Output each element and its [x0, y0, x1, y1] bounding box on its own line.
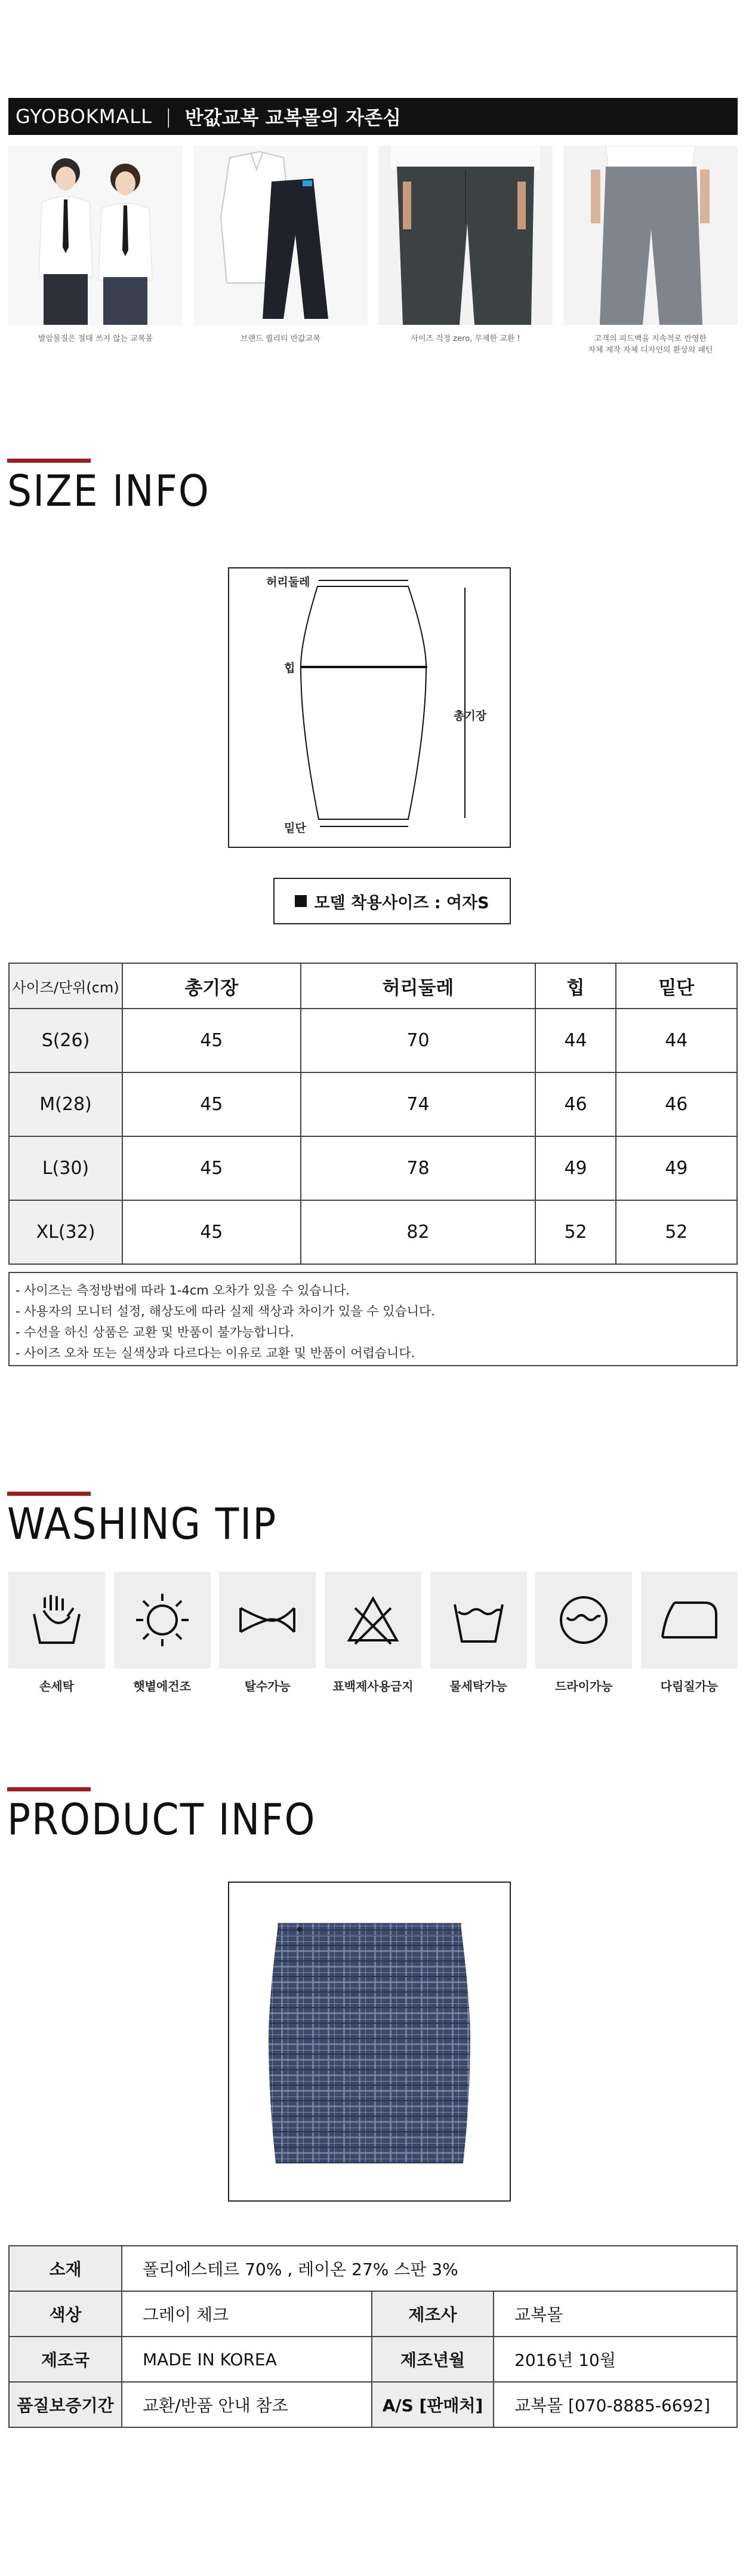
date-label: 제조년월 — [372, 2337, 494, 2382]
maker-value: 교복몰 — [494, 2291, 737, 2337]
size-cell: 45 — [122, 1009, 301, 1072]
size-cell: 49 — [616, 1136, 737, 1200]
size-cell: 78 — [301, 1136, 536, 1200]
feature-pattern — [563, 146, 738, 368]
hip-label: 힙 — [284, 662, 295, 675]
size-cell: M(28) — [9, 1072, 122, 1136]
washing-icons — [8, 1572, 738, 1694]
size-cell: 70 — [301, 1009, 536, 1072]
students-photo — [8, 146, 183, 325]
size-cell: S(26) — [9, 1009, 122, 1072]
size-cell: 45 — [122, 1136, 301, 1200]
table-row — [9, 2291, 737, 2337]
size-header-cell: 힙 — [535, 963, 615, 1009]
wash-item — [325, 1572, 421, 1694]
size-header-cell: 허리둘레 — [301, 963, 536, 1009]
color-value: 그레이 체크 — [122, 2291, 372, 2337]
table-row — [9, 2382, 737, 2427]
size-cell: 52 — [535, 1200, 615, 1264]
feature-caption: 브랜드 퀄리티 반값교복 — [241, 334, 320, 343]
banner-separator: | — [165, 105, 172, 128]
size-cell: 44 — [616, 1009, 737, 1072]
size-notes — [8, 1272, 738, 1366]
waist-label: 허리둘레 — [266, 576, 310, 589]
model-size-text: 모델 착용사이즈 : 여자S — [314, 893, 489, 912]
wash-item — [641, 1572, 738, 1694]
size-cell: 45 — [122, 1072, 301, 1136]
brand-slogan: 반값교복 교복몰의 자존심 — [184, 106, 402, 129]
size-cell: 45 — [122, 1200, 301, 1264]
pattern-photo — [563, 146, 738, 325]
size-cell: 82 — [301, 1200, 536, 1264]
section-accent-bar — [7, 1787, 91, 1791]
size-diagram — [228, 567, 511, 848]
size-cell: 46 — [535, 1072, 615, 1136]
table-row — [9, 2246, 737, 2291]
feature-photos — [8, 146, 738, 368]
table-row — [9, 1200, 737, 1264]
product-photo — [228, 1882, 511, 2202]
washing-tip-title: WASHING TIP — [7, 1499, 278, 1549]
table-row — [9, 1136, 737, 1200]
material-value: 폴리에스테르 70% , 레이온 27% 스판 3% — [122, 2246, 737, 2291]
feature-caption: 고객의 피드백을 지속적로 반영한 자체 제작 자체 디자인의 환상의 패턴 — [588, 334, 713, 355]
feature-uniform-set — [193, 146, 368, 368]
wash-item — [8, 1572, 105, 1694]
brand-banner — [8, 98, 738, 135]
size-table — [8, 963, 738, 1265]
wash-label: 표백제사용금지 — [332, 1679, 414, 1693]
brand-name: GYOBOKMALL — [16, 105, 152, 128]
size-cell: 74 — [301, 1072, 536, 1136]
date-value: 2016년 10월 — [494, 2337, 737, 2382]
length-label: 총기장 — [454, 709, 487, 723]
table-row — [9, 1009, 737, 1072]
wash-label: 물세탁가능 — [449, 1679, 507, 1693]
size-cell: 52 — [616, 1200, 737, 1264]
material-label: 소재 — [9, 2246, 122, 2291]
sun-dry-icon — [114, 1572, 211, 1668]
size-header-cell: 밑단 — [616, 963, 737, 1009]
size-cell: XL(32) — [9, 1200, 122, 1264]
wash-label: 탈수가능 — [244, 1679, 291, 1693]
product-info-title: PRODUCT INFO — [7, 1794, 316, 1845]
size-cell: 44 — [535, 1009, 615, 1072]
hand-wash-icon — [8, 1572, 105, 1668]
wash-item — [535, 1572, 632, 1694]
size-header-cell: 총기장 — [122, 963, 301, 1009]
size-header-cell: 사이즈/단위(cm) — [9, 963, 122, 1009]
color-label: 색상 — [9, 2291, 122, 2337]
iron-icon — [641, 1572, 738, 1668]
feature-caption: 사이즈 걱정 zero, 무제한 교환 ! — [411, 334, 520, 343]
maker-label: 제조사 — [372, 2291, 494, 2337]
size-info-title: SIZE INFO — [7, 466, 210, 516]
warranty-label: 품질보증기간 — [9, 2382, 122, 2427]
feature-fit — [378, 146, 553, 368]
wash-label: 햇볕에건조 — [133, 1679, 191, 1693]
country-label: 제조국 — [9, 2337, 122, 2382]
country-value: MADE IN KOREA — [122, 2337, 372, 2382]
fit-photo — [378, 146, 553, 325]
table-row — [9, 2337, 737, 2382]
note-line: - 사이즈 오차 또는 실색상과 다르다는 이유로 교환 및 반품이 어렵습니다. — [16, 1346, 415, 1360]
size-cell: 46 — [616, 1072, 737, 1136]
warranty-value: 교환/반품 안내 참조 — [122, 2382, 372, 2427]
size-cell: 49 — [535, 1136, 615, 1200]
note-line: - 사용자의 모니터 설정, 해상도에 따라 실제 색상과 차이가 있을 수 있습니다. — [16, 1304, 435, 1318]
water-wash-icon — [430, 1572, 527, 1668]
dry-clean-icon — [535, 1572, 632, 1668]
feature-caption: 발암물질은 절대 쓰지 않는 교복몰 — [38, 334, 153, 343]
square-bullet-icon — [295, 895, 307, 907]
note-line: - 사이즈는 측정방법에 따라 1-4cm 오차가 있을 수 있습니다. — [16, 1283, 350, 1298]
section-accent-bar — [7, 1492, 91, 1496]
size-cell: L(30) — [9, 1136, 122, 1200]
wash-item — [219, 1572, 316, 1694]
as-value: 교복몰 [070-8885-6692] — [494, 2382, 737, 2427]
as-label: A/S [판매처] — [372, 2382, 494, 2427]
size-table-header — [9, 963, 737, 1009]
wash-label: 다림질가능 — [660, 1679, 719, 1693]
feature-students — [8, 146, 183, 368]
wash-label: 드라이가능 — [554, 1679, 613, 1693]
product-info-table — [8, 2245, 738, 2428]
note-line: - 수선을 하신 상품은 교환 및 반품이 불가능합니다. — [16, 1325, 294, 1339]
wash-item — [114, 1572, 211, 1694]
table-row — [9, 1072, 737, 1136]
no-bleach-icon — [325, 1572, 421, 1668]
section-accent-bar — [7, 459, 91, 463]
wash-label: 손세탁 — [39, 1679, 74, 1693]
hem-label: 밑단 — [284, 822, 306, 835]
wring-icon — [219, 1572, 316, 1668]
model-size-box — [273, 878, 511, 924]
skirt-outline — [301, 586, 426, 819]
wash-item — [430, 1572, 527, 1694]
uniform-set-photo — [193, 146, 368, 325]
